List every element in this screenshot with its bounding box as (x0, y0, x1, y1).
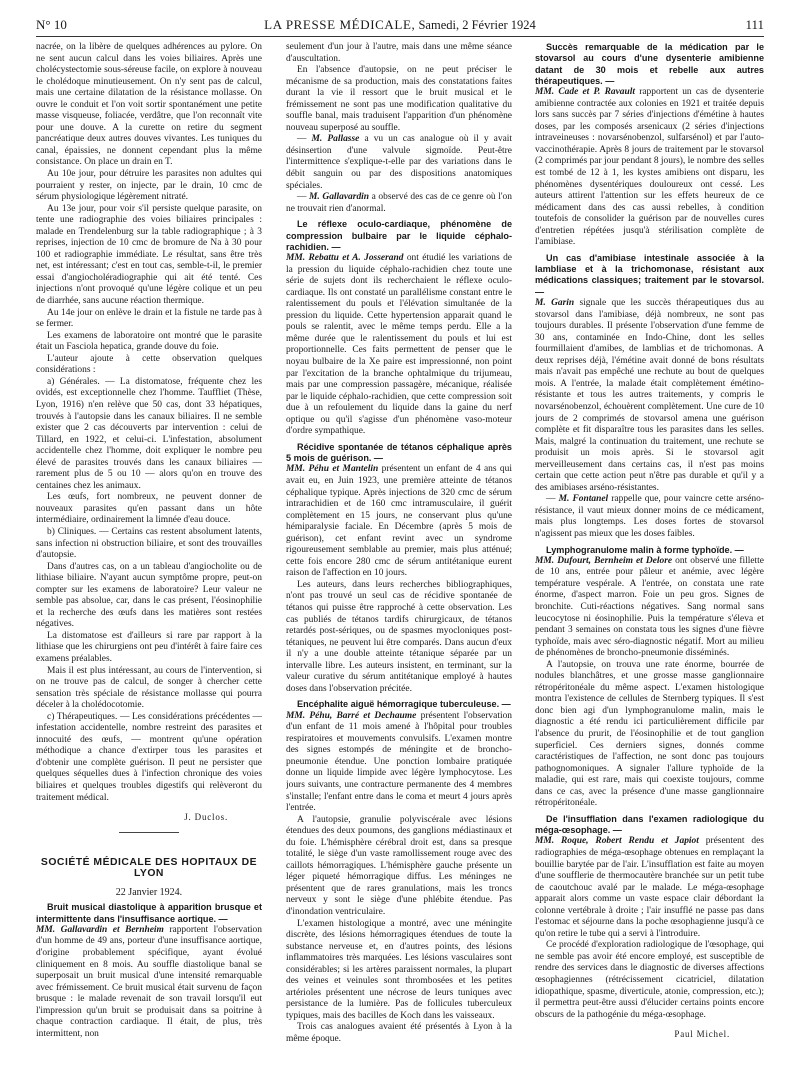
paragraph: A l'autopsie, granulie polyviscérale avec lésions étendues des deux poumons, des ganglions médiastinaux et du foie. L'hémisphère cérébral droit est, dans sa presque totalité, le siège d'un vaste ramollissement rouge avec des caillots hémorragiques. L'hémisphère gauche présente un léger piqueté hémorragique diffus. Les méninges ne présentent que de rares granulations, mais les troncs nerveux y sont le siège d'une phlébite étendue. Pas d'inondation ventriculaire. (286, 814, 512, 917)
section-heading: SOCIÉTÉ MÉDICALE DES HOPITAUX DE LYON (40, 856, 258, 880)
article-authors: MM. Péhu, Barré et Dechaume (286, 710, 417, 721)
article-authors: M. Garin (535, 298, 575, 309)
paragraph-text: rappelle que, pour vaincre cette arséno-résistance, il vaut mieux donner moins de ce médicament, mais plus longtemps. Les doses fortes de stovarsol n'agissent pas mieux que les doses faibles. (535, 494, 764, 539)
paragraph: Dans d'autres cas, on a un tableau d'angiocholite ou de lithiase biliaire. N'ayant aucun symptôme propre, peut-on compter sur les examens de laboratoire? Leur valeur ne semble pas absolue, car, dans le cas présent, l'éosinophilie et la recherche des œufs dans les matières sont restées négatives. (36, 561, 262, 630)
paragraph: En l'absence d'autopsie, on ne peut préciser le mécanisme de sa production, mais des constatations faites durant la vie il ressort que le bruit musical et le frémissement ne sont pas une modification qualitative du souffle banal, mais traduisent l'apparition d'un phénomène nouveau superposé au souffle. (286, 65, 512, 133)
column-middle (286, 42, 512, 1062)
paragraph (36, 925, 262, 1040)
paragraph: Les auteurs, dans leurs recherches bibliographiques, n'ont pas trouvé un seul cas de récidive spontanée de tétanos qui puisse être rapproché à cette observation. Les cas publiés de tétanos tardifs chirurgicaux, de tétanos retardés post-sériques, ou de spasmes myocloniques post-tétaniques, ne peuvent lui être comparés. Dans aucun d'eux il n'y a une double atteinte tétanique séparée par un intervalle libre. Les auteurs insistent, en terminant, sur la valeur curative du sérum antitétanique employé à hautes doses dans l'observation précitée. (286, 579, 512, 694)
article-heading: Bruit musical diastolique à apparition brusque et intermittente dans l'insuffisance aortique. — (36, 902, 262, 924)
column-left (36, 42, 262, 1062)
article-authors: MM. Rebattu et A. Josserand (286, 253, 404, 264)
article-heading: Encéphalite aiguë hémorragique tuberculeuse. — (297, 699, 511, 710)
paragraph: — M. Fontanel rappelle que, pour vaincre cette arséno-résistance, il vaut mieux donner moins de ce médicament, mais plus longtemps. Les doses fortes de stovarsol n'agissent pas mieux que les doses faibles. (535, 494, 764, 539)
paragraph: Les œufs, fort nombreux, ne peuvent donner de nouveaux parasites qu'en passant dans un hôte intermédiaire, ordinairement la limnée d'eau douce. (36, 492, 262, 526)
paragraph (535, 87, 764, 249)
article-authors: MM. Cade et P. Ravault (535, 87, 636, 98)
paragraph-text: ont observé une fillette de 10 ans, entrée pour pâleur et anémie, avec légère température vespérale. A l'entrée, on constata une rate énorme, d'aspect marron. Foie un peu gros. Signes de bronchite. Cuti-réactions négatives. Sang normal sans leucocytose ni éosinophilie. Puis la température s'éleva et pendant 3 semaines on constata tous les signes d'une fièvre typhoïde, mais avec séro-diagnostic négatif. Mort au milieu de phénomènes de broncho-pneumonie disséminés. (535, 555, 764, 659)
paragraph-text: présentent des radiographies de méga-œsophage obtenues en remplaçant la bouillie barytée par de l'air. L'insufflation est faite au moyen d'une soufflerie de thermocautère branchée sur un petit tube de caoutchouc avalé par le malade. Le méga-œsophage apparait alors comme un vaste espace clair débordant la colonne vertébrale à droite ; l'air insufflé ne passe pas dans l'estomac et séjourne dans la poche œsophagienne jusqu'à ce qu'on retire le tube qui a servi à l'introduire. (535, 836, 764, 939)
article-heading: Succès remarquable de la médication par le stovarsol au cours d'une dysenterie amibienne datant de 30 mois et rebelle aux autres thérapeutiques. — (535, 42, 764, 86)
column-right (535, 42, 764, 1062)
paragraph: a) Générales. — La distomatose, fréquente chez les ovidés, est exceptionnelle chez l'homme. Tauffliet (Thèse, Lyon, 1916) n'en relève que 50 cas, dont 33 hépatiques, trouvés à l'autopsie dans les canaux biliaires. Il ne semble exister que 2 cas découverts par intervention : celui de Tillard, en 1922, et celui-ci. L'infestation, absolument accidentelle chez l'homme, doit expliquer le nombre peu élevé de parasites trouvés dans les canaux biliaires — rarement plus de 5 ou 10 — alors qu'on en trouve des centaines chez les animaux. (36, 376, 262, 491)
article-heading: Lymphogranulome malin à forme typhoïde. — (546, 544, 744, 555)
header-rule (36, 36, 764, 37)
paragraph: L'auteur ajoute à cette observation quelques considérations : (36, 353, 262, 376)
paragraph (535, 298, 764, 494)
author-signature: J. Duclos. (184, 812, 228, 823)
paragraph: nacrée, on la libère de quelques adhérences au pylore. On ne sent aucun calcul dans les voies biliaires. Après une cholécystectomie sous-séreuse facile, on explore à nouveau le cholédoque minutieusement. On n'y sent pas de calcul, mais une certaine dilatation de la résistance mollasse. On ouvre le conduit et l'on voit sortir spontanément une petite masse visqueuse, foliacée, verdâtre, que l'on reconnaît vite pour une douve. A la curette on retire du segment pancréatique deux autres douves vivantes. Les tuniques du canal, épaissies, ne donnent cependant plus la même consistance. On place un drain en T. (36, 42, 262, 168)
paragraph-text: a observé des cas de ce genre où l'on ne trouvait rien d'anormal. (286, 192, 512, 214)
page-number: 111 (745, 17, 764, 32)
article-heading: Le réflexe oculo-cardiaque, phénomène de compression bulbaire par le liquide céphalo-rachidien. — (286, 219, 512, 252)
article-authors: MM. Péhu et Mantelin (286, 464, 379, 475)
paragraph-text: signale que les succès thérapeutiques dus au stovarsol dans l'amibiase, déjà nombreux, ne sont pas toujours durables. Il présente l'observation d'une femme de 30 ans, contaminée en Indo-Chine, dont les selles fourmillaient d'amibes, de lamblias et de trichomonas. A deux reprises déjà, l'émétine avait donné de bons résultats mais n'avait pas empêché une rechute au bout de quelques mois. A l'entrée, la malade était complètement émétino-résistante et tous les autres traitements, y compris le novarsénobenzol, échouèrent complètement. Une cure de 10 jours de 2 comprimés de stovarsol amena une guérison complète et fit disparaître tous les parasites dans les selles. Mais, malgré la continuation du traitement, une rechute se produisit un mois après. Si le stovarsol agit merveilleusement dans certains cas, il n'est pas moins certain que cette action peut n'être pas durable et qu'il y a des amibiases arséno-résistantes. (535, 298, 764, 493)
article-authors: MM. Roque, Robert Rendu et Japiot (535, 836, 699, 847)
journal-title (36, 17, 764, 33)
paragraph: La distomatose est d'ailleurs si rare par rapport à la lithiase que les chirurgiens ont peu d'intérêt à faire faire ces examens préalables. (36, 630, 262, 664)
paragraph-text: présentent un enfant de 4 ans qui avait eu, en Juin 1923, une première atteinte de tétanos céphalique typique. Après injections de 320 cmc de sérum intrarachidien et de 160 cmc intramusculaire, il guérit complètement en 15 jours, ne conservant plus qu'une hémiparalysie faciale. En Décembre (après 5 mois de guérison), cet enfant revint avec un syndrome rigoureusement semblable au premier, mais plus atténué; cette fois encore 280 cmc de sérum antitétanique eurent raison de l'affection en 10 jours. (286, 464, 512, 579)
paragraph: Au 14e jour on enlève le drain et la fistule ne tarde pas à se fermer. (36, 307, 262, 330)
paragraph: b) Cliniques. — Certains cas restent absolument latents, sans infection ni obstruction biliaire, et sont des trouvailles d'autopsie. (36, 526, 262, 561)
paragraph: A l'autopsie, on trouva une rate énorme, bourrée de nodules blanchâtres, et une grosse masse ganglionnaire rétropéritonéale du même aspect. L'examen histologique montra l'existence de cellules de Sternberg typiques. Il s'est donc bien agi d'un lymphogranulome malin, mais le diagnostic a été rendu ici particulièrement difficile par l'absence du prurit, de l'éosinophilie et de tout ganglion superficiel. Ces derniers signes, donnés comme caractéristiques de l'affection, ne sont donc pas toujours pathognomoniques. A signaler l'allure typhoïde de la maladie, qui est rare, mais qui coexiste toujours, comme dans ce cas, avec la présence d'une masse ganglionnaire rétropéritonéale. (535, 659, 764, 809)
paragraph (286, 253, 512, 438)
paragraph-text: présentent l'observation d'un enfant de 11 mois amené à l'hôpital pour troubles respiratoires et mouvements convulsifs. L'examen montre des signes estompés de méningite et de broncho-pneumonie étendue. Une ponction lombaire pratiquée donne un liquide limpide avec légère lymphocytose. Les jours suivants, une contracture permanente des 4 membres s'installe; l'enfant entre dans le coma et meurt 4 jours après l'entrée. (286, 710, 512, 814)
article-heading: De l'insufflation dans l'examen radiologique du méga-œsophage. — (535, 813, 764, 836)
issue-number: N° 10 (36, 17, 67, 32)
paragraph: Au 13e jour, pour voir s'il persiste quelque parasite, on tente une radiographie des voies biliaires principales : malade en Trendelenburg sur la table radiographique ; à 3 reprises, injection de 10 cmc de bromure de Na à 30 pour 100 et radiographie immédiate. Le résultat, sans être très net, est intéressant; c'est en tout cas, semble-t-il, le premier essai d'angiocholéradiographie qui ait été tenté. Ces injections n'ont provoqué qu'une légère colique et un peu de diarrhée, sans aucune réaction thermique. (36, 203, 262, 307)
discussant: M. Gallavardin (309, 192, 370, 203)
paragraph-text: a vu un cas analogue où il y avait désinsertion d'une valvule sigmoïde. Peut-être l'intermittence s'explique-t-elle par des variations dans le débit sanguin ou par des dispositions anatomiques spéciales. (286, 134, 512, 191)
paragraph (286, 464, 512, 579)
paragraph: Trois cas analogues avaient été présentés à Lyon à la même époque. (286, 1022, 512, 1044)
paragraph: Mais il est plus intéressant, au cours de l'intervention, si on ne trouve pas de calcul, de songer à chercher cette sensation très spéciale de résistance mollasse qui pourra déceler à la cholédocotomie. (36, 665, 262, 711)
article-authors: MM. Gallavardin et Bernheim (36, 924, 164, 935)
paragraph: Les examens de laboratoire ont montré que le parasite était un Fasciola hepatica, grande douve du foie. (36, 330, 262, 353)
article-heading: Un cas d'amibiase intestinale associée à la lambliase et à la trichomonase, résistant aux médications classiques; traitement par le stovarsol. — (535, 252, 764, 297)
author-signature: Paul Michel. (674, 1029, 730, 1040)
paragraph (535, 836, 764, 940)
paragraph: seulement d'un jour à l'autre, mais dans une même séance d'auscultation. (286, 42, 512, 64)
paragraph (535, 556, 764, 660)
paragraph-text: rapportent un cas de dysenterie amibienne contractée aux colonies en 1921 et traitée depuis lors sans succès par 7 séries d'injections d'émétine à hautes doses, par les composés arsenicaux (2 séries d'injections intraveineuses : novarsénobenzol, sulfarsénol) et par l'auto-vaccinothérapie. Après 8 jours de traitement par le stovarsol (2 comprimés par jour pendant 8 jours), le nombre des selles est tombé de 12 à 1, les kystes amibiens ont disparu, les phénomènes dysentériques douloureux ont cessé. Les auteurs attirent l'attention sur les effets heureux de ce médicament dans des cas aussi rebelles, à condition toutefois de consolider la guérison par de nouvelles cures d'entretien répétées jusqu'à stérilisation complète de l'amibiase. (535, 87, 764, 248)
separator (119, 832, 179, 833)
paragraph-text: ont étudié les variations de la pression du liquide céphalo-rachidien chez toute une série de sujets dont ils recherchaient le réflexe oculo-cardiaque. Ils ont constaté un parallélisme constant entre le ralentissement du pouls et l'élévation simultanée de la pression du liquide. Cette hypertension apparait quand le pouls se ralentit, avec le même temps perdu. Elle a la même durée que le ralentissement du pouls et lui est proportionnelle. Ces faits permettent de penser que le noyau bulbaire de la Xe paire est impressionné, non point par l'excitation de la branche ophtalmique du trijumeau, mais par une compression passagère, mécanique, réalisée par le liquide céphalo-rachidien, que cette compression soit due à un refoulement du liquide dans la gaine du nerf optique ou qu'il s'agisse d'un phénomène vaso-moteur d'ordre sympathique. (286, 253, 512, 437)
paragraph-text: rapportent l'observation d'un homme de 49 ans, porteur d'une insuffisance aortique, d'origine probablement spécifique, ayant évolué cliniquement en 8 mois. Au souffle diastolique banal se superposait un bruit musical d'une intensité remarquable avec frémissement. Ce bruit musical était survenu de façon brusque : le malade revenait de son travail lorsqu'il eut l'impression qu'un bruit se produisait dans sa poitrine à chaque contraction cardiaque. Il était, de plus, très intermittent, non (36, 924, 262, 1039)
paragraph: — M. Pallasse a vu un cas analogue où il y avait désinsertion d'une valvule sigmoïde. Peut-être l'intermittence s'explique-t-elle par des variations dans le débit sanguin ou par des dispositions anatomiques spéciales. (286, 134, 512, 191)
paragraph: c) Thérapeutiques. — Les considérations précédentes — infestation accidentelle, nombre restreint des parasites et innocuité des œufs, — montrent qu'une opération méthodique a chance d'extirper tous les parasites et d'obtenir une complète guérison. Il peut ne persister que quelques séquelles dues à l'infection chronique des voies biliaires et quelques troubles digestifs qui relèveront du traitement médical. (36, 711, 262, 803)
issue-date: Samedi, 2 Février 1924 (415, 18, 536, 32)
running-header (36, 17, 764, 35)
journal-name: LA PRESSE MÉDICALE, (264, 17, 416, 32)
discussant: M. Fontanel (558, 494, 609, 505)
paragraph: Ce procédé d'exploration radiologique de l'œsophage, qui ne semble pas avoir été encore employé, est susceptible de rendre des services dans le diagnostic de diverses affections œsophagiennes (rétrécissement cicatriciel, dilatation idiopathique, spasme, diverticule, atonie, compression, etc.); il permettra peut-être aussi d'élucider certains points encore obscurs de la pathogénie du méga-œsophage. (535, 940, 764, 1020)
discussant: M. Pallasse (311, 134, 360, 145)
article-authors: MM. Dufourt, Bernheim et Delore (535, 555, 673, 566)
paragraph (286, 711, 512, 815)
paragraph: L'examen histologique a montré, avec une méningite discrète, des lésions hémorragiques étendues de toute la substance nerveuse et, en d'autres points, des lésions inflammatoires très marquées. Les lésions vasculaires sont considérables; si les artères paraissent normales, la plupart des veines et veinules sont thrombosées et les petites artérioles présentent une nécrose de leurs tuniques avec persistance de la lumière. Pas de follicules tuberculeux typiques, mais des bacilles de Koch dans les vaisseaux. (286, 918, 512, 1021)
section-date: 22 Janvier 1924. (115, 886, 183, 898)
article-heading: Récidive spontanée de tétanos céphalique après 5 mois de guérison. — (286, 441, 512, 464)
paragraph: Au 10e jour, pour détruire les parasites non adultes qui pourraient y rester, on injecte, par le drain, 10 cmc de sérum physiologique légèrement nitraté. (36, 169, 262, 203)
paragraph: — M. Gallavardin a observé des cas de ce genre où l'on ne trouvait rien d'anormal. (286, 192, 512, 214)
